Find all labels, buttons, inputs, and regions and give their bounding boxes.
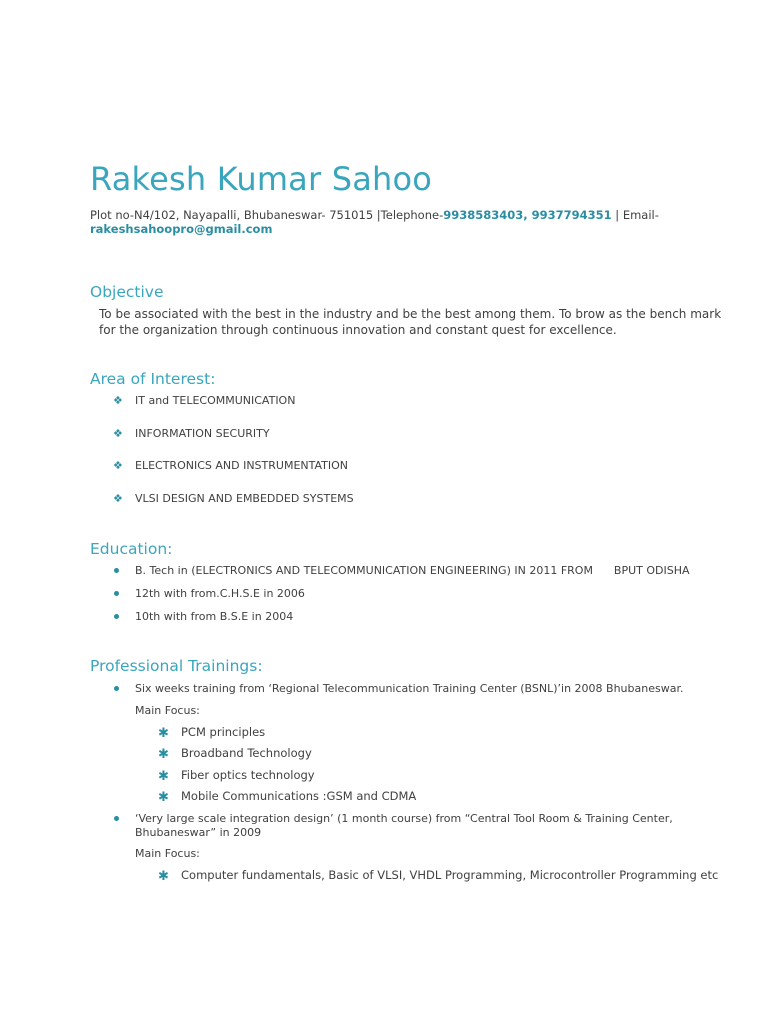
- asterisk-bullet-icon: ✱: [158, 769, 169, 784]
- education-item: 12th with from.C.H.S.E in 2006: [135, 587, 305, 600]
- objective-text: To be associated with the best in the industry and be the best among them. To brow as the bench mark for the organization through continuous innovation and constant quest for excellence.: [99, 307, 722, 337]
- focus-item: Computer fundamentals, Basic of VLSI, VHDL Programming, Microcontroller Programming etc: [181, 868, 719, 882]
- interest-item: VLSI DESIGN AND EMBEDDED SYSTEMS: [135, 492, 354, 505]
- contact-line: [90, 208, 730, 236]
- focus-item: PCM principles: [181, 725, 266, 739]
- training-item: ‘Very large scale integration design’ (1 month course) from “Central Tool Room & Training Center,: [135, 812, 673, 825]
- asterisk-bullet-icon: ✱: [158, 790, 169, 805]
- interest-heading: Area of Interest:: [90, 370, 216, 388]
- focus-item: Mobile Communications :GSM and CDMA: [181, 789, 417, 803]
- email-link[interactable]: rakeshsahoopro@gmail.com: [90, 222, 273, 236]
- diamond-bullet-icon: ❖: [113, 427, 123, 440]
- bullet-dot-icon: [114, 686, 119, 691]
- bullet-dot-icon: [114, 614, 119, 619]
- diamond-bullet-icon: ❖: [113, 394, 123, 407]
- focus-item: Broadband Technology: [181, 746, 312, 760]
- interest-item: INFORMATION SECURITY: [135, 427, 270, 440]
- main-focus-label: Main Focus:: [135, 704, 200, 717]
- bullet-dot-icon: [114, 816, 119, 821]
- education-item: 10th with from B.S.E in 2004: [135, 610, 294, 623]
- interest-item: ELECTRONICS AND INSTRUMENTATION: [135, 459, 349, 472]
- training-item-continuation: Bhubaneswar” in 2009: [135, 826, 262, 839]
- objective-heading: Objective: [90, 283, 164, 301]
- diamond-bullet-icon: ❖: [113, 459, 123, 472]
- asterisk-bullet-icon: ✱: [158, 869, 169, 884]
- main-focus-label: Main Focus:: [135, 847, 200, 860]
- bullet-dot-icon: [114, 591, 119, 596]
- email-label: | Email-: [611, 208, 659, 222]
- address-text: Plot no-N4/102, Nayapalli, Bhubaneswar- 751015 |Telephone-: [90, 208, 444, 222]
- candidate-name: Rakesh Kumar Sahoo: [90, 160, 433, 198]
- training-item: Six weeks training from ‘Regional Telecommunication Training Center (BSNL)’in 2008 Bhubaneswar.: [135, 682, 684, 695]
- education-item: B. Tech in (ELECTRONICS AND TELECOMMUNICATION ENGINEERING) IN 2011 FROM BPUT ODISHA: [135, 564, 690, 577]
- phone-numbers[interactable]: 9938583403, 9937794351: [443, 208, 612, 222]
- focus-item: Fiber optics technology: [181, 768, 315, 782]
- bullet-dot-icon: [114, 568, 119, 573]
- interest-item: IT and TELECOMMUNICATION: [135, 394, 296, 407]
- asterisk-bullet-icon: ✱: [158, 747, 169, 762]
- diamond-bullet-icon: ❖: [113, 492, 123, 505]
- trainings-heading: Professional Trainings:: [90, 657, 263, 675]
- education-heading: Education:: [90, 540, 173, 558]
- asterisk-bullet-icon: ✱: [158, 726, 169, 741]
